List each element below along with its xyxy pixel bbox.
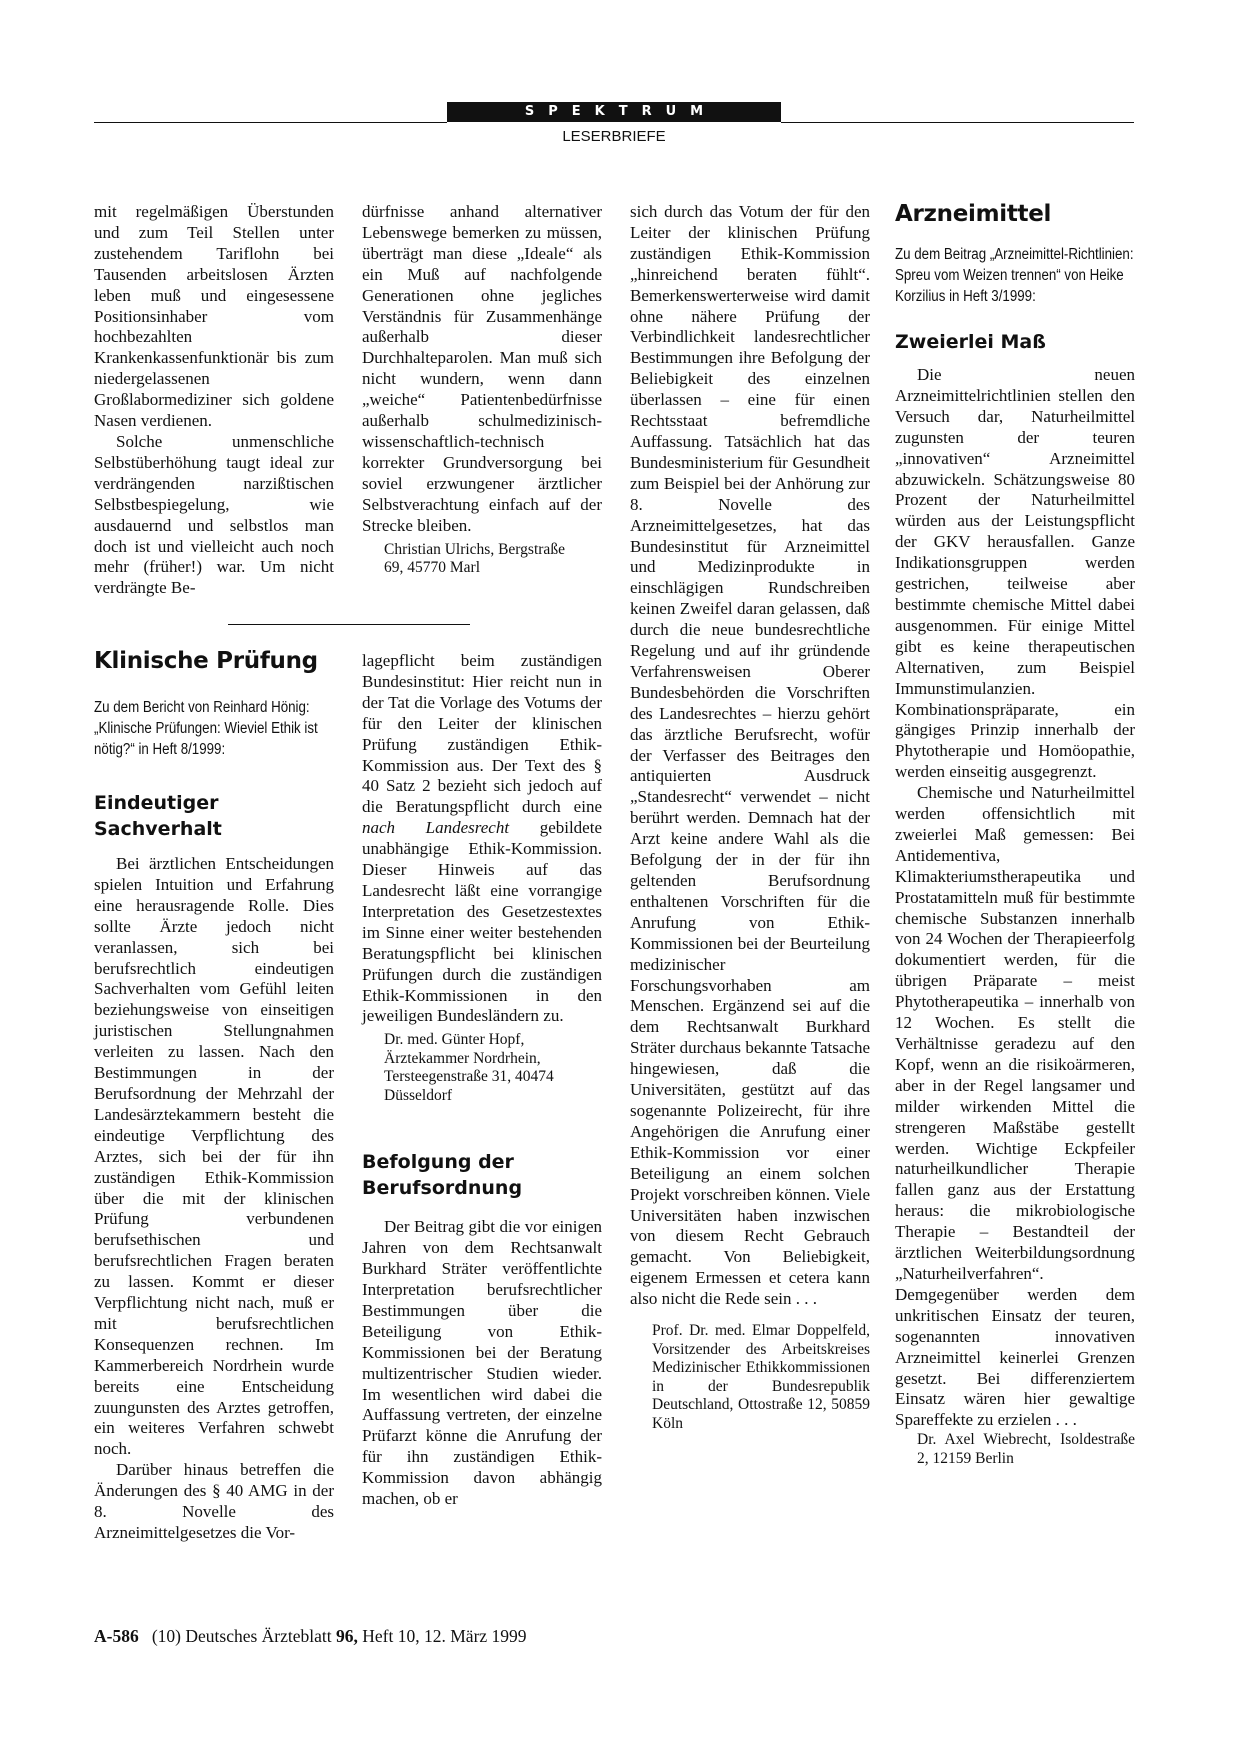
letter-heading: Befolgung der Berufsordnung xyxy=(362,1151,523,1200)
signature: Dr. Axel Wiebrecht, Isoldestraße 2, 12159 Berlin xyxy=(917,1431,1135,1467)
column-3 xyxy=(630,202,870,1433)
column-2-bottom xyxy=(362,651,602,1510)
signature: Tersteegenstraße 31, 40474 xyxy=(384,1068,554,1086)
signature: Ärztekammer Nordrhein, xyxy=(384,1049,541,1067)
journal-citation: (10) Deutsches Ärzteblatt xyxy=(151,1626,337,1646)
column-1-top xyxy=(94,202,334,599)
article-lead: Zu dem Bericht von Reinhard Hönig: „Klinische Prüfungen: Wieviel Ethik ist nötig?“ in Heft 8/1999: xyxy=(94,699,318,758)
column-2-top xyxy=(362,202,602,578)
text-run: gebildete unabhängige Ethik-Kommission. Dieser Hinweis auf das Landesrecht läßt eine vorrangige Interpretation des Gesetzestextes im Sinne einer weiter bestehenden Beratungspflicht bei klinischen Prüfungen durch die zuständigen Ethik-Kommissionen in den jeweiligen Bundesländern zu. xyxy=(362,818,602,1026)
subsection-label: LESERBRIEFE xyxy=(562,128,666,145)
paragraph: Der Beitrag gibt die vor einigen Jahren von dem Rechtsanwalt Burkhard Sträter veröffentlichte Interpretation berufsrechtlicher Bestimmungen über die Beteiligung von Ethik-Kommissionen bei der Beratung multizentrischer Studien wieder. Im wesentlichen wird dabei die Auffassung vertreten, der einzelne Prüfarzt könne die Anrufung der für ihn zuständigen Ethik-Kommission davon abhängig machen, ob er xyxy=(362,1217,602,1509)
page-number: A-586 xyxy=(94,1626,139,1646)
paragraph: Die neuen Arzneimittelrichtlinien stellen den Versuch dar, Naturheilmittel zugunsten der teuren „innovativen“ Arzneimittel abzuwickeln. Schätzungsweise 80 Prozent der Naturheilmittel würden aus der Leistungspflicht der GKV herausfallen. Ganze Indikationsgruppen werden gestrichen, teilweise aber bestimmte chemische Mittel dabei ausgenommen. Für einige Mittel gibt es keine therapeutischen Alternativen, zum Beispiel Immunstimulanzien. Kombinationspräparate, ein gängiges Prinzip innerhalb der Phytotherapie und Homöopathie, werden einseitig ausgegrenzt. xyxy=(895,365,1135,782)
paragraph: Darüber hinaus betreffen die Änderungen des § 40 AMG in der 8. Novelle des Arzneimittelgesetzes die Vor- xyxy=(94,1460,334,1542)
signature: 69, 45770 Marl xyxy=(384,559,481,576)
paragraph: dürfnisse anhand alternativer Lebenswege bemerken zu müssen, überträgt man diese „Ideale“ als ein Muß auf nachfolgende Generationen ohne jegliches Verständnis für Zusammenhänge außerhalb dieser Durchhalteparolen. Man muß sich nicht wundern, wenn dann „weiche“ Patientenbedürfnisse außerhalb schulmedizinisch-wissenschaftlich-technisch korrekter Grundversorgung bei soviel erzwungener ärztlicher Selbstverachtung einfach auf der Strecke bleiben. xyxy=(362,202,602,535)
paragraph: Solche unmenschliche Selbstüberhöhung taugt ideal zur verdrängenden narzißtischen Selbstbespiegelung, wie ausdauernd und selbstlos man doch ist und vielleicht auch noch mehr (früher!) war. Um nicht verdrängte Be- xyxy=(94,431,334,598)
signature: Prof. Dr. med. Elmar Doppelfeld, Vorsitzender des Arbeitskreises Medizinischer Ethikkommissionen in der Bundesrepublik Deutschland, Ottostraße 12, 50859 Köln xyxy=(652,1322,870,1432)
signature: Christian Ulrichs, Bergstraße xyxy=(384,540,565,558)
journal-issue: Heft 10, 12. März 1999 xyxy=(357,1626,527,1646)
paragraph: Bei ärztlichen Entscheidungen spielen Intuition und Erfahrung eine herausragende Rolle. Dies sollte Ärzte jedoch nicht veranlassen, sich bei berufsrechtlich eindeutigen Sachverhalten vom Gefühl leiten beziehungsweise von einseitigen juristischen Stellungnahmen verleiten zu lassen. Nach den Bestimmungen in der Berufsordnung der Mehrzahl der Landesärztekammern besteht die eindeutige Verpflichtung des Arztes, sich bei der für ihn zuständigen Ethik-Kommission über die mit der klinischen Prüfung verbundenen berufsethischen und berufsrechtlichen Fragen beraten zu lassen. Kommt er dieser Verpflichtung nicht nach, muß er mit berufsrechtlichen Konsequenzen rechnen. Im Kammerbereich Nordrhein wurde bereits eine Entscheidung zuungunsten des Arztes getroffen, ein weiteres Verfahren schwebt noch. xyxy=(94,854,334,1459)
paragraph xyxy=(362,651,602,1027)
journal-volume: 96, xyxy=(336,1626,358,1646)
article-divider xyxy=(228,624,470,625)
header-rule-right xyxy=(781,122,1134,123)
text-run: lagepflicht beim zuständigen Bundesinstitut: Hier reicht nun in der Tat die Vorlage des Votums der für den Leiter der klinischen Prüfung zuständigen Ethik-Kommission aus. Der Text des § 40 Satz 2 bezieht sich jedoch auf die Beratungspflicht durch eine xyxy=(362,651,602,817)
paragraph: Chemische und Naturheilmittel werden offensichtlich mit zweierlei Maß gemessen: Bei Antidementiva, Klimakteriumstherapeutika und Prostatamitteln muß für bestimmte chemische Substanzen innerhalb von 24 Wochen der Therapieerfolg dokumentiert werden, für die übrigen Präparate – meist Phytotherapeutika – innerhalb von 12 Wochen. Es stellt die Verhältnisse geradezu auf den Kopf, wenn an die risikoärmeren, aber in der Regel langsamer und milder wirkenden Mittel die strengeren Maßstäbe gestellt werden. Wichtige Eckpfeiler naturheilkundlicher Therapie fallen ganz aus der Erstattung heraus: die mikrobiologische Therapie – Bestandteil der ärztlichen Weiterbildungsordnung „Naturheilverfahren“. Demgegenüber werden dem unkritischen Einsatz der teuren, sogenannten innovativen Arzneimittel keinerlei Grenzen gesetzt. Bei differenziertem Einsatz wären hier gewaltige Spareffekte zu erzielen . . . xyxy=(895,783,1135,1430)
article-title: Arzneimittel xyxy=(895,201,1052,227)
paragraph: mit regelmäßigen Überstunden und zum Teil Stellen unter zustehendem Tariflohn bei Tausenden arbeitslosen Ärzten leben muß und eingesessene Positionsinhaber vom hochbezahlten Krankenkassenfunktionär bis zum niedergelassenen Großlabormediziner sich goldene Nasen verdienen. xyxy=(94,202,334,431)
section-label: SPEKTRUM xyxy=(447,102,781,122)
column-4 xyxy=(895,200,1135,1468)
emphasis: nach Landesrecht xyxy=(362,818,510,838)
page-footer xyxy=(94,1626,527,1647)
column-1-bottom xyxy=(94,647,334,1544)
article-lead: Zu dem Beitrag „Arzneimittel-Richtlinien: Spreu vom Weizen trennen“ von Heike Korzilius in Heft 3/1999: xyxy=(895,246,1134,305)
header-rule-left xyxy=(94,122,447,123)
letter-heading: Eindeutiger Sachverhalt xyxy=(94,792,222,840)
paragraph: sich durch das Votum der für den Leiter der klinischen Prüfung zuständigen Ethik-Kommission „hinreichend beraten fühlt“. Bemerkenswerterweise wird damit ohne nähere Prüfung der Verbindlichkeit landesrechtlicher Bestimmungen ihre Befolgung der Beliebigkeit des einzelnen überlassen – eine für einen Rechtsstaat befremdliche Auffassung. Tatsächlich hat das Bundesministerium für Gesundheit zum Beispiel bei der Anhörung zur 8. Novelle des Arzneimittelgesetzes, hat das Bundesinstitut für Arzneimittel und Medizinprodukte in einschlägigen Rundschreiben keinen Zweifel daran gelassen, daß durch die neue bundesrechtliche Regelung und auf ihr gründende Verfahrensweisen Oberer Bundesbehörden die Vorschriften des Landesrechtes – hierzu gehört das ärztliche Berufsrecht, wofür der Verfasser des Beitrages den antiquierten Ausdruck „Standesrecht“ verwendet – nicht berührt werden. Demnach hat der Arzt keine andere Wahl als die Befolgung der in der für ihn geltenden Berufsordnung enthaltenen Vorschriften für die Anrufung von Ethik-Kommissionen bei der Beurteilung medizinischer Forschungsvorhaben am Menschen. Ergänzend sei auf die dem Rechtsanwalt Burkhard Sträter durchaus bekannte Tatsache hingewiesen, daß die Universitäten, gestützt auf das sogenannte Polizeirecht, für ihre Angehörigen die Anrufung einer Ethik-Kommission vor einer Beteiligung an einem solchen Projekt vorschreiben können. Viele Universitäten haben inzwischen von diesem Recht Gebrauch gemacht. Von Beliebigkeit, eigenem Ermessen et cetera kann also nicht die Rede sein . . . xyxy=(630,202,870,1309)
signature: Düsseldorf xyxy=(384,1086,453,1104)
letter-heading: Zweierlei Maß xyxy=(895,331,1046,353)
signature: Dr. med. Günter Hopf, xyxy=(384,1031,525,1049)
article-title: Klinische Prüfung xyxy=(94,648,318,674)
